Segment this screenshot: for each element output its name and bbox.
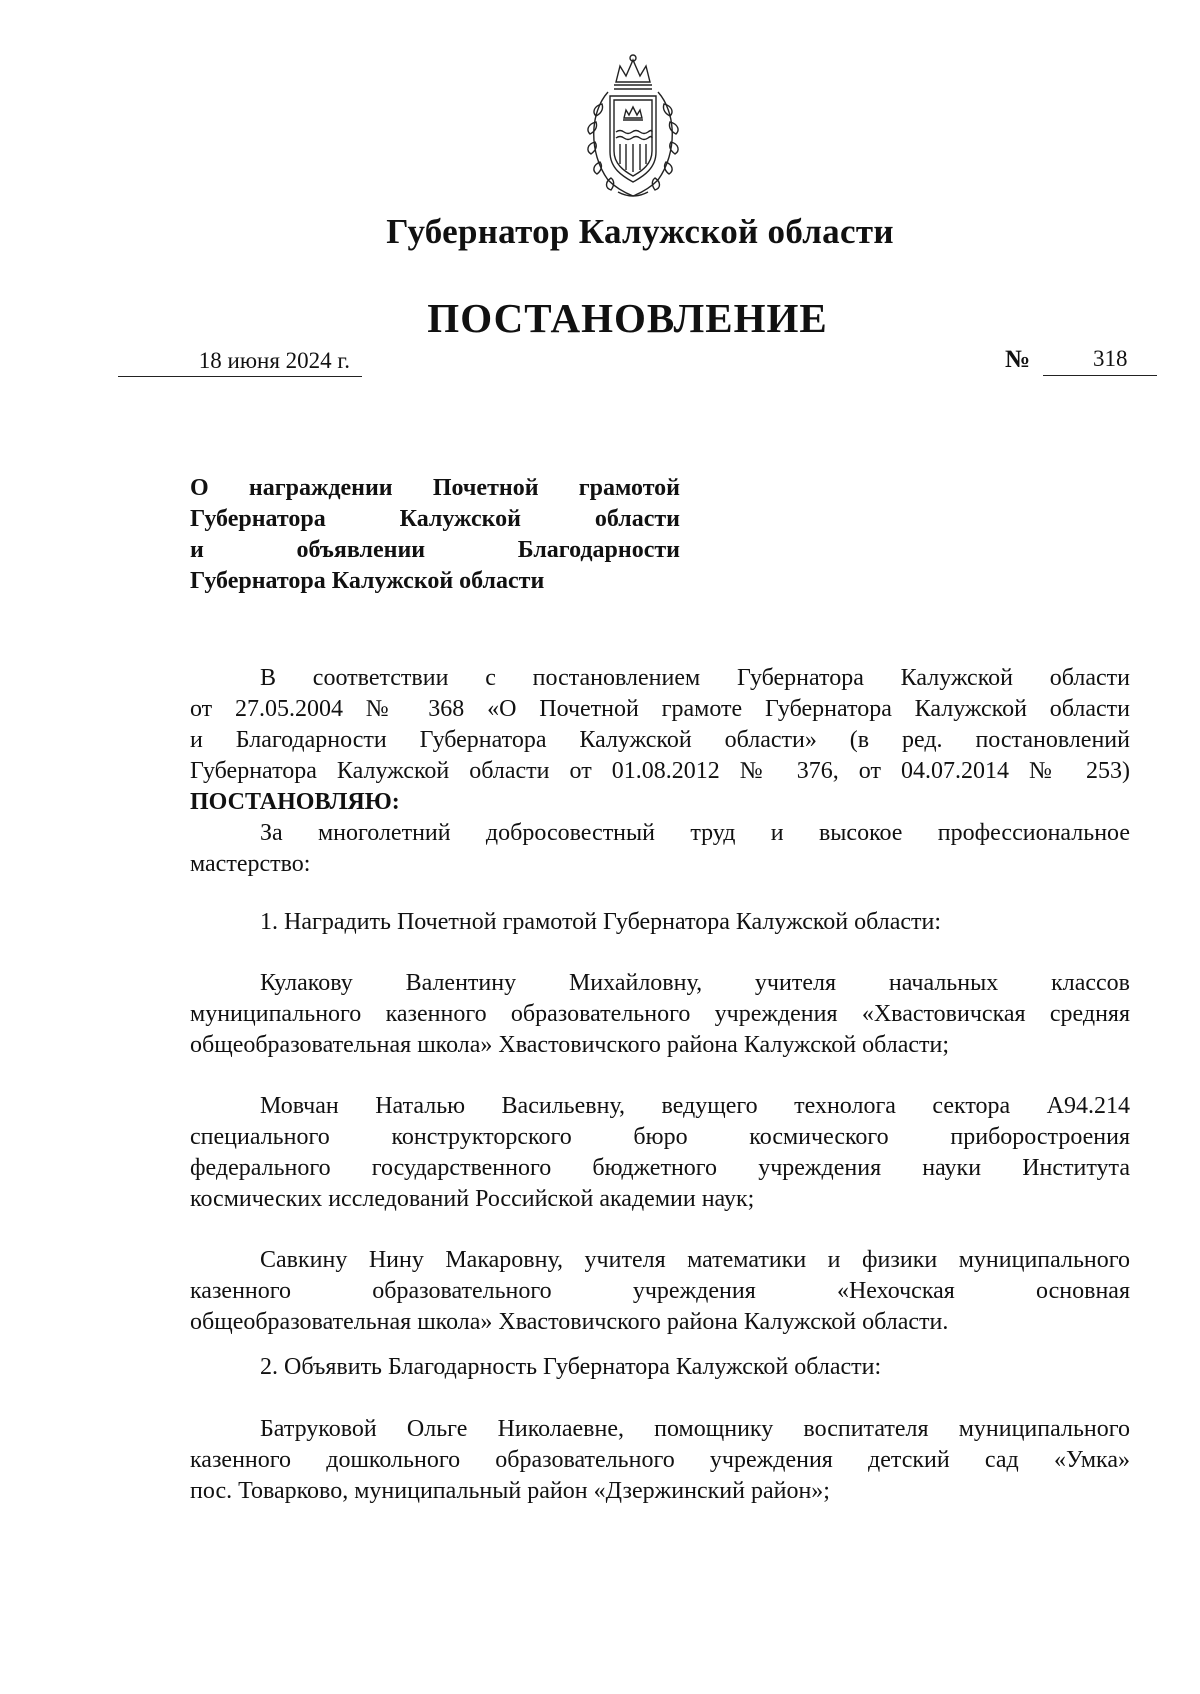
person-line: Кулакову Валентину Михайловну, учителя начальных классов: [260, 970, 1130, 996]
decree-word: ПОСТАНОВЛЯЮ:: [190, 789, 400, 815]
person-line: космических исследований Российской академии наук;: [190, 1186, 755, 1212]
person-line: муниципального казенного образовательного учреждения «Хвастовичская средняя: [190, 1001, 1130, 1027]
document-date: 18 июня 2024 г.: [198, 348, 350, 373]
reason-line: За многолетний добросовестный труд и высокое профессиональное: [260, 820, 1130, 846]
list-item: [190, 968, 1130, 1061]
document-type-title: ПОСТАНОВЛЕНИЕ: [427, 295, 828, 341]
person-line: общеобразовательная школа» Хвастовичского района Калужской области;: [190, 1032, 950, 1058]
section-2-heading: 2. Объявить Благодарность Губернатора Калужской области:: [260, 1354, 882, 1380]
preamble-line: и Благодарности Губернатора Калужской области» (в ред. постановлений: [190, 727, 1130, 753]
reason-paragraph: [190, 818, 1130, 880]
person-line: Савкину Нину Макаровну, учителя математики и физики муниципального: [260, 1247, 1130, 1273]
person-line: общеобразовательная школа» Хвастовичского района Калужской области.: [190, 1309, 949, 1335]
kaluga-coat-of-arms-icon: [578, 52, 688, 202]
preamble-line: В соответствии с постановлением Губернатора Калужской области: [260, 665, 1130, 691]
person-line: Батруковой Ольге Николаевне, помощнику воспитателя муниципального: [260, 1416, 1130, 1442]
list-item: [190, 1245, 1130, 1338]
preamble-line: от 27.05.2004 № 368 «О Почетной грамоте Губернатора Калужской области: [190, 696, 1130, 722]
number-underline: [1043, 375, 1157, 376]
reason-line: мастерство:: [190, 851, 311, 877]
subject-line: Губернатора Калужской области: [190, 506, 680, 532]
section-1-heading: 1. Наградить Почетной грамотой Губернатора Калужской области:: [260, 909, 942, 935]
subject-line: О награждении Почетной грамотой: [190, 475, 680, 501]
person-line: федерального государственного бюджетного учреждения науки Института: [190, 1155, 1130, 1181]
document-subject: [190, 473, 680, 597]
subject-line: Губернатора Калужской области: [190, 568, 545, 594]
date-field: [118, 340, 362, 377]
preamble-line: Губернатора Калужской области от 01.08.2012 № 376, от 04.07.2014 № 253): [190, 758, 1130, 784]
person-line: пос. Товарково, муниципальный район «Дзержинский район»;: [190, 1478, 830, 1504]
person-line: казенного образовательного учреждения «Нехочская основная: [190, 1278, 1130, 1304]
preamble-paragraph: [190, 663, 1130, 818]
person-line: специального конструкторского бюро космического приборостроения: [190, 1124, 1130, 1150]
subject-line: и объявлении Благодарности: [190, 537, 680, 563]
document-number: 318: [1093, 346, 1128, 371]
issuing-authority: Губернатор Калужской области: [386, 212, 894, 251]
number-field: [1005, 340, 1157, 376]
person-line: Мовчан Наталью Васильевну, ведущего технолога сектора А94.214: [260, 1093, 1130, 1119]
list-item: [190, 1091, 1130, 1215]
number-sign: №: [1005, 346, 1031, 373]
list-item: [190, 1414, 1130, 1507]
person-line: казенного дошкольного образовательного учреждения детский сад «Умка»: [190, 1447, 1130, 1473]
